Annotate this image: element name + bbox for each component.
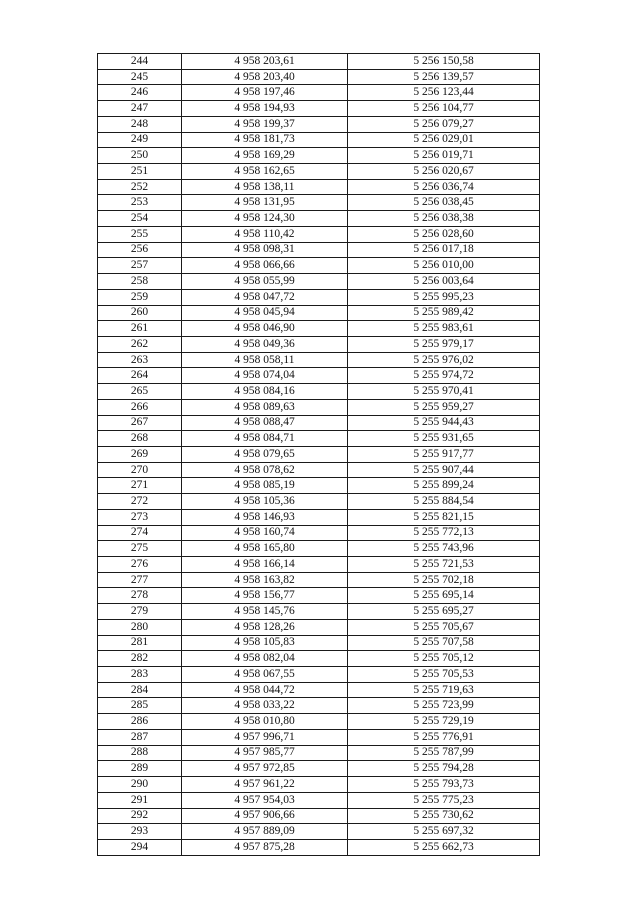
table-row	[98, 698, 540, 714]
table-row	[98, 588, 540, 604]
table-row	[98, 446, 540, 462]
point-number-cell: 244	[98, 54, 182, 70]
point-number-cell: 275	[98, 541, 182, 557]
y-coordinate-cell: 5 255 970,41	[348, 384, 540, 400]
point-number-cell: 270	[98, 462, 182, 478]
point-number-cell: 255	[98, 226, 182, 242]
table-row	[98, 808, 540, 824]
x-coordinate-cell: 4 958 145,76	[182, 604, 348, 620]
point-number-cell: 252	[98, 179, 182, 195]
x-coordinate-cell: 4 958 146,93	[182, 509, 348, 525]
point-number-cell: 276	[98, 557, 182, 573]
x-coordinate-cell: 4 958 046,90	[182, 321, 348, 337]
x-coordinate-cell: 4 958 058,11	[182, 352, 348, 368]
x-coordinate-cell: 4 958 074,04	[182, 368, 348, 384]
x-coordinate-cell: 4 958 085,19	[182, 478, 348, 494]
y-coordinate-cell: 5 255 794,28	[348, 761, 540, 777]
y-coordinate-cell: 5 255 723,99	[348, 698, 540, 714]
x-coordinate-cell: 4 957 961,22	[182, 777, 348, 793]
point-number-cell: 259	[98, 289, 182, 305]
y-coordinate-cell: 5 256 038,45	[348, 195, 540, 211]
table-row	[98, 462, 540, 478]
point-number-cell: 291	[98, 792, 182, 808]
table-row	[98, 69, 540, 85]
x-coordinate-cell: 4 958 105,83	[182, 635, 348, 651]
table-row	[98, 101, 540, 117]
x-coordinate-cell: 4 958 165,80	[182, 541, 348, 557]
point-number-cell: 269	[98, 446, 182, 462]
x-coordinate-cell: 4 957 996,71	[182, 729, 348, 745]
x-coordinate-cell: 4 958 084,71	[182, 431, 348, 447]
point-number-cell: 263	[98, 352, 182, 368]
table-row	[98, 179, 540, 195]
table-row	[98, 478, 540, 494]
point-number-cell: 279	[98, 604, 182, 620]
y-coordinate-cell: 5 255 730,62	[348, 808, 540, 824]
point-number-cell: 246	[98, 85, 182, 101]
y-coordinate-cell: 5 255 702,18	[348, 572, 540, 588]
y-coordinate-cell: 5 256 150,58	[348, 54, 540, 70]
y-coordinate-cell: 5 255 697,32	[348, 824, 540, 840]
table-row	[98, 635, 540, 651]
point-number-cell: 277	[98, 572, 182, 588]
table-row	[98, 525, 540, 541]
point-number-cell: 280	[98, 619, 182, 635]
y-coordinate-cell: 5 255 976,02	[348, 352, 540, 368]
x-coordinate-cell: 4 958 162,65	[182, 164, 348, 180]
point-number-cell: 284	[98, 682, 182, 698]
table-row	[98, 415, 540, 431]
point-number-cell: 249	[98, 132, 182, 148]
table-row	[98, 164, 540, 180]
point-number-cell: 292	[98, 808, 182, 824]
point-number-cell: 260	[98, 305, 182, 321]
point-number-cell: 245	[98, 69, 182, 85]
x-coordinate-cell: 4 958 079,65	[182, 446, 348, 462]
x-coordinate-cell: 4 958 049,36	[182, 336, 348, 352]
table-row	[98, 274, 540, 290]
y-coordinate-cell: 5 255 974,72	[348, 368, 540, 384]
table-row	[98, 824, 540, 840]
x-coordinate-cell: 4 957 954,03	[182, 792, 348, 808]
x-coordinate-cell: 4 957 972,85	[182, 761, 348, 777]
y-coordinate-cell: 5 256 139,57	[348, 69, 540, 85]
point-number-cell: 286	[98, 714, 182, 730]
table-row	[98, 336, 540, 352]
point-number-cell: 247	[98, 101, 182, 117]
table-row	[98, 116, 540, 132]
y-coordinate-cell: 5 255 931,65	[348, 431, 540, 447]
point-number-cell: 287	[98, 729, 182, 745]
y-coordinate-cell: 5 255 705,67	[348, 619, 540, 635]
point-number-cell: 271	[98, 478, 182, 494]
table-row	[98, 258, 540, 274]
y-coordinate-cell: 5 255 695,27	[348, 604, 540, 620]
y-coordinate-cell: 5 256 029,01	[348, 132, 540, 148]
table-row	[98, 745, 540, 761]
y-coordinate-cell: 5 256 038,38	[348, 211, 540, 227]
point-number-cell: 273	[98, 509, 182, 525]
point-number-cell: 266	[98, 399, 182, 415]
table-row	[98, 682, 540, 698]
point-number-cell: 256	[98, 242, 182, 258]
x-coordinate-cell: 4 957 985,77	[182, 745, 348, 761]
table-row	[98, 148, 540, 164]
table-row	[98, 132, 540, 148]
x-coordinate-cell: 4 958 110,42	[182, 226, 348, 242]
table-row	[98, 384, 540, 400]
table-row	[98, 195, 540, 211]
point-number-cell: 283	[98, 667, 182, 683]
y-coordinate-cell: 5 255 995,23	[348, 289, 540, 305]
table-row	[98, 242, 540, 258]
x-coordinate-cell: 4 958 203,40	[182, 69, 348, 85]
x-coordinate-cell: 4 958 055,99	[182, 274, 348, 290]
y-coordinate-cell: 5 255 729,19	[348, 714, 540, 730]
point-number-cell: 261	[98, 321, 182, 337]
x-coordinate-cell: 4 958 105,36	[182, 494, 348, 510]
table-row	[98, 85, 540, 101]
y-coordinate-cell: 5 255 695,14	[348, 588, 540, 604]
y-coordinate-cell: 5 256 028,60	[348, 226, 540, 242]
y-coordinate-cell: 5 255 772,13	[348, 525, 540, 541]
y-coordinate-cell: 5 255 899,24	[348, 478, 540, 494]
point-number-cell: 282	[98, 651, 182, 667]
x-coordinate-cell: 4 958 131,95	[182, 195, 348, 211]
x-coordinate-cell: 4 958 138,11	[182, 179, 348, 195]
y-coordinate-cell: 5 255 989,42	[348, 305, 540, 321]
table-row	[98, 604, 540, 620]
coordinates-table-body	[98, 54, 540, 856]
point-number-cell: 264	[98, 368, 182, 384]
x-coordinate-cell: 4 958 088,47	[182, 415, 348, 431]
point-number-cell: 281	[98, 635, 182, 651]
table-row	[98, 777, 540, 793]
x-coordinate-cell: 4 958 181,73	[182, 132, 348, 148]
table-row	[98, 352, 540, 368]
point-number-cell: 274	[98, 525, 182, 541]
x-coordinate-cell: 4 958 084,16	[182, 384, 348, 400]
x-coordinate-cell: 4 958 194,93	[182, 101, 348, 117]
y-coordinate-cell: 5 255 787,99	[348, 745, 540, 761]
table-row	[98, 289, 540, 305]
table-row	[98, 572, 540, 588]
y-coordinate-cell: 5 256 036,74	[348, 179, 540, 195]
y-coordinate-cell: 5 255 719,63	[348, 682, 540, 698]
point-number-cell: 262	[98, 336, 182, 352]
y-coordinate-cell: 5 255 907,44	[348, 462, 540, 478]
table-row	[98, 541, 540, 557]
y-coordinate-cell: 5 256 010,00	[348, 258, 540, 274]
table-row	[98, 761, 540, 777]
x-coordinate-cell: 4 957 889,09	[182, 824, 348, 840]
y-coordinate-cell: 5 256 019,71	[348, 148, 540, 164]
coordinates-table	[97, 53, 540, 856]
table-row	[98, 509, 540, 525]
y-coordinate-cell: 5 255 979,17	[348, 336, 540, 352]
y-coordinate-cell: 5 255 793,73	[348, 777, 540, 793]
point-number-cell: 251	[98, 164, 182, 180]
point-number-cell: 272	[98, 494, 182, 510]
x-coordinate-cell: 4 958 045,94	[182, 305, 348, 321]
y-coordinate-cell: 5 256 020,67	[348, 164, 540, 180]
table-row	[98, 494, 540, 510]
x-coordinate-cell: 4 958 203,61	[182, 54, 348, 70]
point-number-cell: 290	[98, 777, 182, 793]
x-coordinate-cell: 4 958 124,30	[182, 211, 348, 227]
x-coordinate-cell: 4 958 128,26	[182, 619, 348, 635]
table-row	[98, 305, 540, 321]
table-row	[98, 431, 540, 447]
table-row	[98, 714, 540, 730]
point-number-cell: 278	[98, 588, 182, 604]
x-coordinate-cell: 4 957 875,28	[182, 839, 348, 855]
x-coordinate-cell: 4 958 156,77	[182, 588, 348, 604]
y-coordinate-cell: 5 256 003,64	[348, 274, 540, 290]
point-number-cell: 289	[98, 761, 182, 777]
table-row	[98, 792, 540, 808]
y-coordinate-cell: 5 255 705,53	[348, 667, 540, 683]
y-coordinate-cell: 5 255 959,27	[348, 399, 540, 415]
table-row	[98, 399, 540, 415]
point-number-cell: 258	[98, 274, 182, 290]
point-number-cell: 248	[98, 116, 182, 132]
y-coordinate-cell: 5 255 775,23	[348, 792, 540, 808]
table-row	[98, 729, 540, 745]
x-coordinate-cell: 4 957 906,66	[182, 808, 348, 824]
table-row	[98, 839, 540, 855]
y-coordinate-cell: 5 255 707,58	[348, 635, 540, 651]
y-coordinate-cell: 5 255 721,53	[348, 557, 540, 573]
y-coordinate-cell: 5 256 017,18	[348, 242, 540, 258]
y-coordinate-cell: 5 256 104,77	[348, 101, 540, 117]
point-number-cell: 285	[98, 698, 182, 714]
point-number-cell: 294	[98, 839, 182, 855]
x-coordinate-cell: 4 958 078,62	[182, 462, 348, 478]
table-row	[98, 368, 540, 384]
table-row	[98, 226, 540, 242]
x-coordinate-cell: 4 958 047,72	[182, 289, 348, 305]
x-coordinate-cell: 4 958 033,22	[182, 698, 348, 714]
y-coordinate-cell: 5 255 743,96	[348, 541, 540, 557]
x-coordinate-cell: 4 958 169,29	[182, 148, 348, 164]
x-coordinate-cell: 4 958 098,31	[182, 242, 348, 258]
y-coordinate-cell: 5 255 884,54	[348, 494, 540, 510]
y-coordinate-cell: 5 255 917,77	[348, 446, 540, 462]
x-coordinate-cell: 4 958 089,63	[182, 399, 348, 415]
y-coordinate-cell: 5 256 123,44	[348, 85, 540, 101]
table-row	[98, 619, 540, 635]
x-coordinate-cell: 4 958 199,37	[182, 116, 348, 132]
table-row	[98, 651, 540, 667]
y-coordinate-cell: 5 255 776,91	[348, 729, 540, 745]
x-coordinate-cell: 4 958 067,55	[182, 667, 348, 683]
x-coordinate-cell: 4 958 066,66	[182, 258, 348, 274]
y-coordinate-cell: 5 256 079,27	[348, 116, 540, 132]
point-number-cell: 267	[98, 415, 182, 431]
point-number-cell: 288	[98, 745, 182, 761]
point-number-cell: 257	[98, 258, 182, 274]
y-coordinate-cell: 5 255 662,73	[348, 839, 540, 855]
point-number-cell: 268	[98, 431, 182, 447]
x-coordinate-cell: 4 958 160,74	[182, 525, 348, 541]
table-row	[98, 54, 540, 70]
x-coordinate-cell: 4 958 197,46	[182, 85, 348, 101]
x-coordinate-cell: 4 958 082,04	[182, 651, 348, 667]
point-number-cell: 293	[98, 824, 182, 840]
point-number-cell: 250	[98, 148, 182, 164]
table-row	[98, 321, 540, 337]
x-coordinate-cell: 4 958 044,72	[182, 682, 348, 698]
point-number-cell: 254	[98, 211, 182, 227]
y-coordinate-cell: 5 255 944,43	[348, 415, 540, 431]
table-row	[98, 667, 540, 683]
x-coordinate-cell: 4 958 163,82	[182, 572, 348, 588]
x-coordinate-cell: 4 958 010,80	[182, 714, 348, 730]
table-row	[98, 557, 540, 573]
point-number-cell: 265	[98, 384, 182, 400]
y-coordinate-cell: 5 255 983,61	[348, 321, 540, 337]
x-coordinate-cell: 4 958 166,14	[182, 557, 348, 573]
table-row	[98, 211, 540, 227]
y-coordinate-cell: 5 255 705,12	[348, 651, 540, 667]
y-coordinate-cell: 5 255 821,15	[348, 509, 540, 525]
point-number-cell: 253	[98, 195, 182, 211]
